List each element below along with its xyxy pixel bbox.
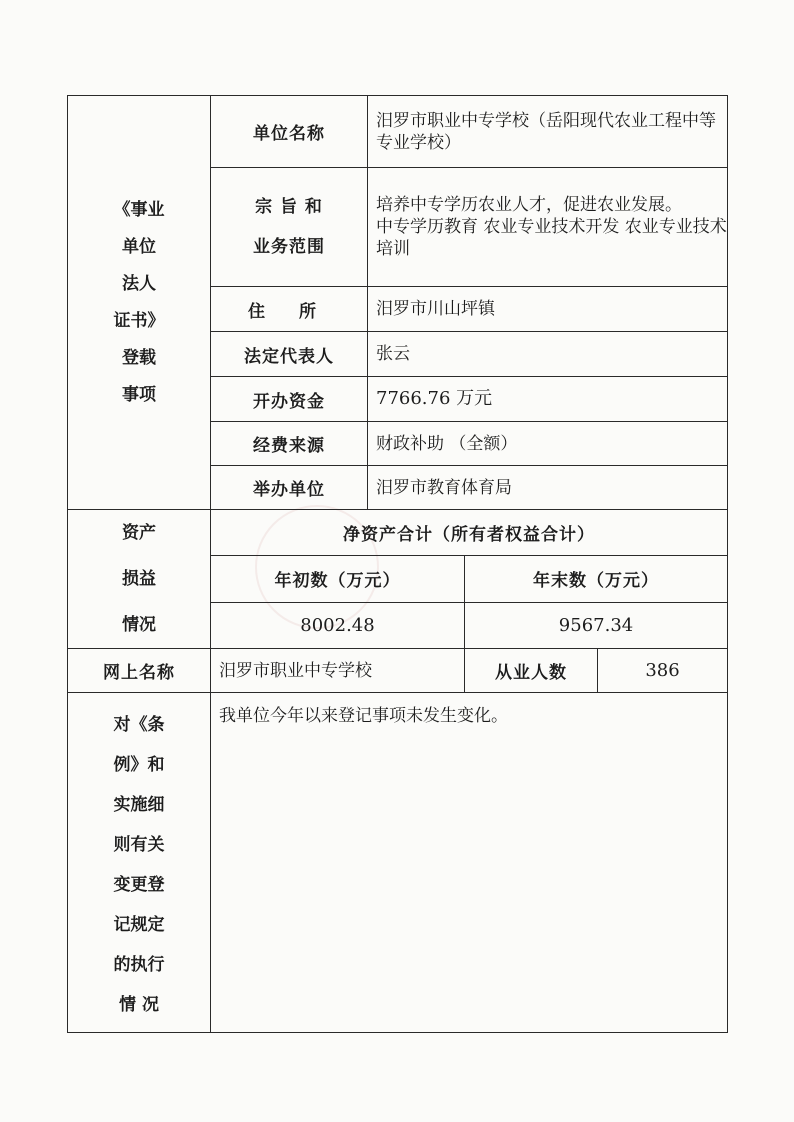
begin-of-year-value: 8002.48: [211, 602, 465, 648]
assets-section-header: 资产 损益 情况: [68, 510, 211, 649]
address-value: 汨罗市川山坪镇: [368, 287, 728, 332]
staff-count-label: 从业人数: [465, 649, 598, 693]
unit-name-value: 汨罗市职业中专学校（岳阳现代农业工程中等专业学校）: [368, 96, 728, 168]
sponsor-unit-value: 汨罗市教育体育局: [368, 466, 728, 510]
registered-items-header: 《事业 单位 法人 证书》 登载 事项: [68, 96, 211, 510]
end-of-year-value: 9567.34: [465, 602, 728, 648]
end-of-year-header: 年末数（万元）: [465, 556, 728, 602]
staff-count-value: 386: [598, 649, 728, 693]
address-label: 住 所: [211, 287, 368, 332]
purpose-scope-value: 培养中专学历农业人才，促进农业发展。 中专学历教育 农业专业技术开发 农业专业技术培训: [368, 168, 728, 287]
annual-report-table: [67, 95, 728, 1033]
begin-of-year-header: 年初数（万元）: [211, 556, 465, 602]
net-assets-header: 净资产合计（所有者权益合计）: [211, 510, 728, 556]
registered-capital-label: 开办资金: [211, 377, 368, 422]
compliance-section-header: 对《条 例》和 实施细 则有关 变更登 记规定 的执行 情 况: [68, 693, 211, 1033]
compliance-statement: 我单位今年以来登记事项未发生变化。: [211, 693, 728, 1033]
online-name-value: 汨罗市职业中专学校: [211, 649, 465, 693]
legal-representative-label: 法定代表人: [211, 332, 368, 377]
funding-source-label: 经费来源: [211, 422, 368, 466]
registered-capital-value: 7766.76 万元: [368, 377, 728, 422]
funding-source-value: 财政补助 （全额）: [368, 422, 728, 466]
legal-representative-value: 张云: [368, 332, 728, 377]
purpose-scope-label: 宗 旨 和 业务范围: [211, 168, 368, 287]
unit-name-label: 单位名称: [211, 96, 368, 168]
online-name-label: 网上名称: [68, 649, 211, 693]
sponsor-unit-label: 举办单位: [211, 466, 368, 510]
